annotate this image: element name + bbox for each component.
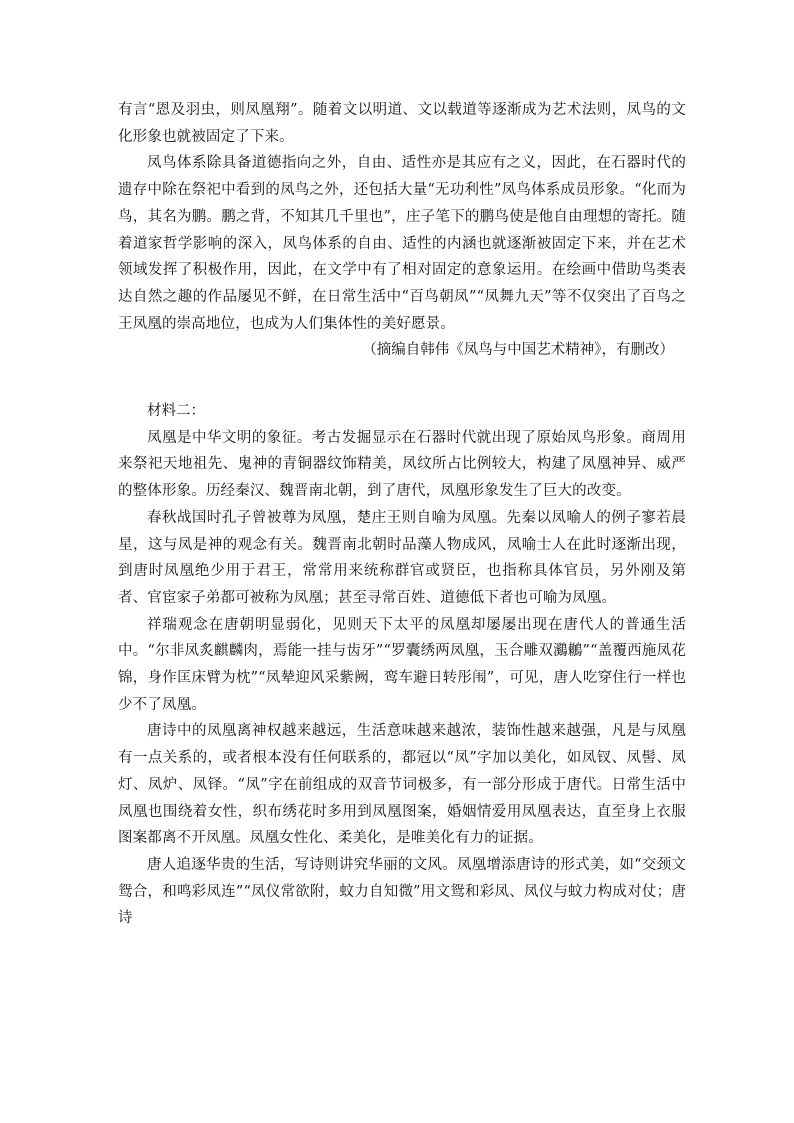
document-page xyxy=(118,97,686,932)
paragraph-auspicious: 祥瑞观念在唐朝明显弱化，见则天下太平的凤凰却屡屡出现在唐代人的普通生活中。“尔非凤炙麒麟肉，焉能一挂与齿牙”“罗囊绣两凤凰，玉合雕双鸂鶒”“盖覆西施凤花锦，身作匡床臂为枕”“凤辇迎风采紫阙，鸾车避日转彤闱”，可见，唐人吃穿住行一样也少不了凤凰。 xyxy=(118,616,686,713)
section-gap xyxy=(118,364,686,398)
source-citation: （摘编自韩伟《凤鸟与中国艺术精神》，有删改） xyxy=(362,342,674,359)
section-heading-material-2: 材料二： xyxy=(147,403,205,420)
paragraph-tang-style: 唐人追逐华贵的生活，写诗则讲究华丽的文风。凤凰增添唐诗的形式美，如“交颈文鸳合，和鸣彩凤连”“凤仪常欲附，蚊力自知微”用文鸳和彩凤、凤仪与蚊力构成对仗；唐诗 xyxy=(118,856,686,927)
paragraph-phoenix-freedom: 凤鸟体系除具备道德指向之外，自由、适性亦是其应有之义，因此，在石器时代的遗存中除在祭祀中看到的凤鸟之外，还包括大量“无功利性”凤鸟体系成员形象。“化而为鸟，其名为鹏。鹏之背，不知其几千里也”，庄子笔下的鹏鸟使是他自由理想的寄托。随着道家哲学影响的深入，凤鸟体系的自由、适性的内涵也就逐渐被固定下来，并在艺术领域发挥了积极作用，因此，在文学中有了相对固定的意象运用。在绘画中借助鸟类表达自然之趣的作品屡见不鲜，在日常生活中“百鸟朝凤”“凤舞九天”等不仅突出了百鸟之王凤凰的崇高地位，也成为人们集体性的美好愿景。 xyxy=(118,155,686,332)
paragraph-tang-poetry: 唐诗中的凤凰离神权越来越远，生活意味越来越浓，装饰性越来越强，凡是与凤凰有一点关系的，或者根本没有任何联系的，都冠以“凤”字加以美化，如凤钗、凤髻、凤灯、凤炉、凤铎。“凤”字在前组成的双音节词极多，有一部分形成于唐代。日常生活中凤凰也围绕着女性，织布绣花时多用到凤凰图案，婚姻情爱用凤凰表达，直至身上衣服图案都离不开凤凰。凤凰女性化、柔美化，是唯美化有力的证据。 xyxy=(118,723,686,847)
paragraph-phoenix-symbol: 凤凰是中华文明的象征。考古发掘显示在石器时代就出现了原始凤鸟形象。商周用来祭祀天地祖先、鬼神的青铜器纹饰精美，凤纹所占比例较大，构建了凤凰神异、威严的整体形象。历经秦汉、魏晋南北朝，到了唐代，凤凰形象发生了巨大的改变。 xyxy=(118,429,686,500)
paragraph-phoenix-people: 春秋战国时孔子曾被尊为凤凰，楚庄王则自喻为凤凰。先秦以凤喻人的例子寥若晨星，这与凤是神的观念有关。魏晋南北朝时品藻人物成风，凤喻士人在此时逐渐出现，到唐时凤凰绝少用于君王，常常用来统称群官或贤臣，也指称具体官员，另外刚及第者、官宦家子弟都可被称为凤凰；甚至寻常百姓、道德低下者也可喻为凤凰。 xyxy=(118,509,686,606)
paragraph-continuation: 有言“恩及羽虫，则凤凰翔”。随着文以明道、文以载道等逐渐成为艺术法则，凤鸟的文化形象也就被固定了下来。 xyxy=(118,102,686,145)
